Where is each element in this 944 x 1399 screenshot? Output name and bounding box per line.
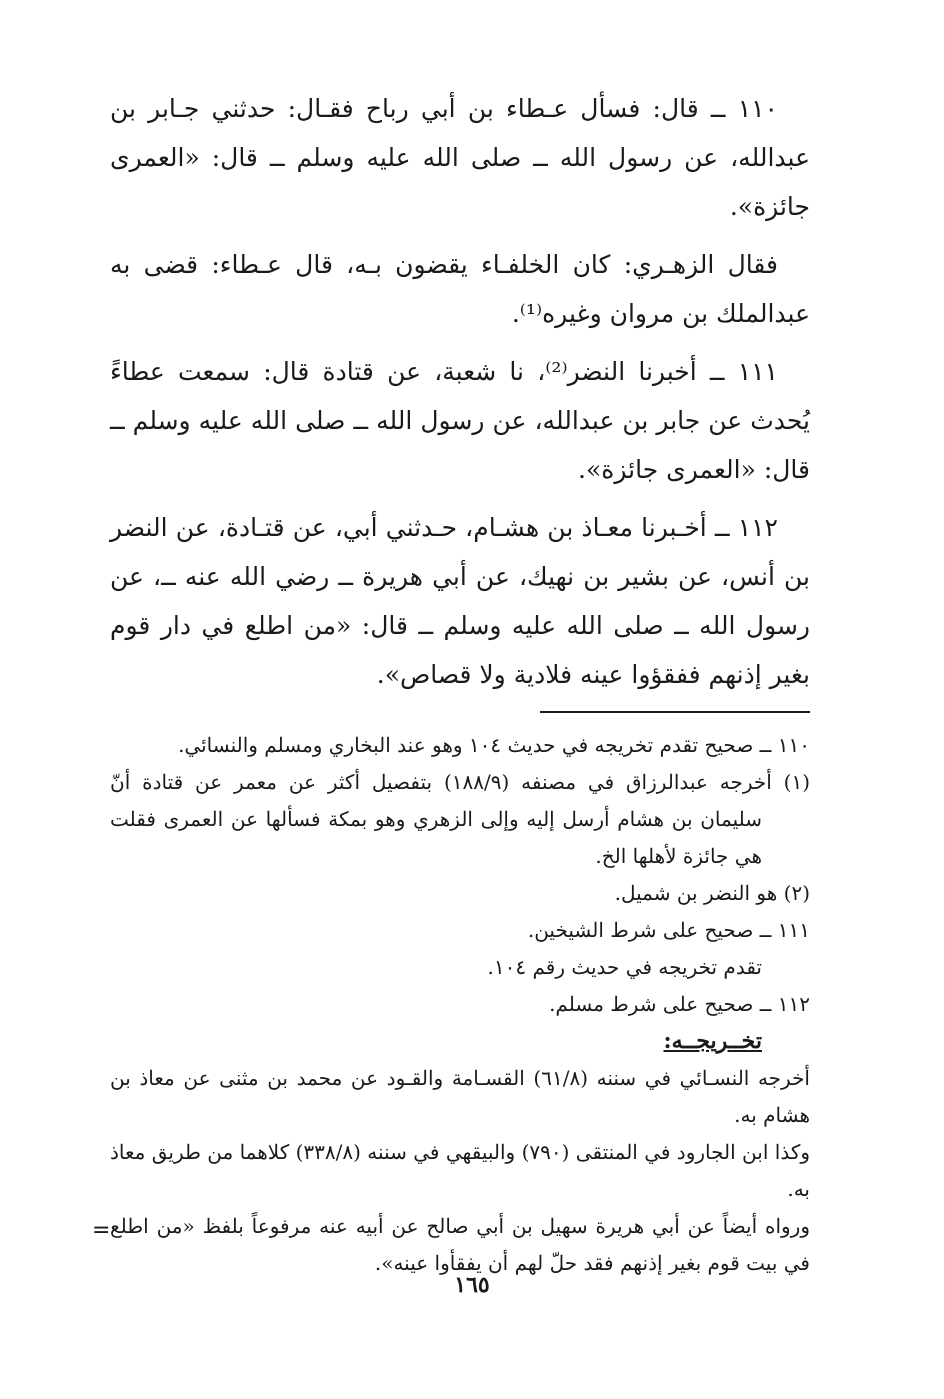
takhrij-heading: تخــريجــه: [663, 1028, 762, 1054]
hadith-110-continuation: فقال الزهـري: كان الخلفـاء يقضون بـه، قال عـطاء: قضى به عبدالملك بن مروان وغيره⁽¹⁾. [110, 250, 810, 328]
main-text [110, 84, 810, 699]
note-111: ١١١ ــ صحيح على شرط الشيخين. [527, 918, 810, 942]
takhrij-2: وكذا ابن الجارود في المنتقى (٧٩٠) والبيقهي في سننه (٣٣٨/٨) كلاهما من طريق معاذ به. [110, 1140, 810, 1201]
hadith-110: ١١٠ ــ قال: فسأل عـطاء بن أبي رباح فقـال: حدثني جـابر بن عبدالله، عن رسول الله ــ صلى الله عليه وسلم ــ قال: «العمرى جائزة». [110, 94, 810, 221]
footnote-divider [540, 711, 810, 713]
hadith-111: ١١١ ــ أخبرنا النضر⁽²⁾، نا شعبة، عن قتادة قال: سمعت عطاءً يُحدث عن جابر بن عبدالله، عن رسول الله ــ صلى الله عليه وسلم ــ قال: «العمرى جائزة». [110, 357, 810, 484]
continuation-mark: = [92, 1218, 111, 1243]
footnotes [110, 727, 810, 1282]
footnote-1: (١) أخرجه عبدالرزاق في مصنفه (١٨٨/٩) بتفصيل أكثر عن معمر عن قتادة أنّ سليمان بن هشام أرسل إليه وإلى الزهري وهو بمكة فسألها عن العمرى فقلت هي جائزة لأهلها الخ. [110, 770, 811, 868]
note-110: ١١٠ ــ صحيح تقدم تخريجه في حديث ١٠٤ وهو عند البخاري ومسلم والنسائي. [178, 733, 810, 757]
page-number: ١٦٥ [454, 1272, 490, 1298]
note-111-detail: تقدم تخريجه في حديث رقم ١٠٤. [487, 955, 762, 979]
footnote-2: (٢) هو النضر بن شميل. [614, 881, 810, 905]
takhrij-3: ورواه أيضاً عن أبي هريرة سهيل بن أبي صالح عن أبيه عنه مرفوعاً بلفظ «من اطلع في بيت قوم بغير إذنهم فقد حلّ لهم أن يفقأوا عينه». [110, 1214, 810, 1275]
takhrij-1: أخرجه النسـائي في سننه (٦١/٨) القسـامة والقـود عن محمد بن مثنى عن معاذ بن هشام به. [110, 1066, 810, 1127]
page-body [110, 84, 810, 1282]
hadith-112: ١١٢ ــ أخـبرنا معـاذ بن هشـام، حـدثني أبي، عن قتـادة، عن النضر بن أنس، عن بشير بن نهيك، عن أبي هريرة ــ رضي الله عنه ــ، عن رسول الله ــ صلى الله عليه وسلم ــ قال: «من اطلع في دار قوم بغير إذنهم ففقؤوا عينه فلادية ولا قصاص». [110, 513, 811, 689]
note-112: ١١٢ ــ صحيح على شرط مسلم. [549, 992, 810, 1016]
